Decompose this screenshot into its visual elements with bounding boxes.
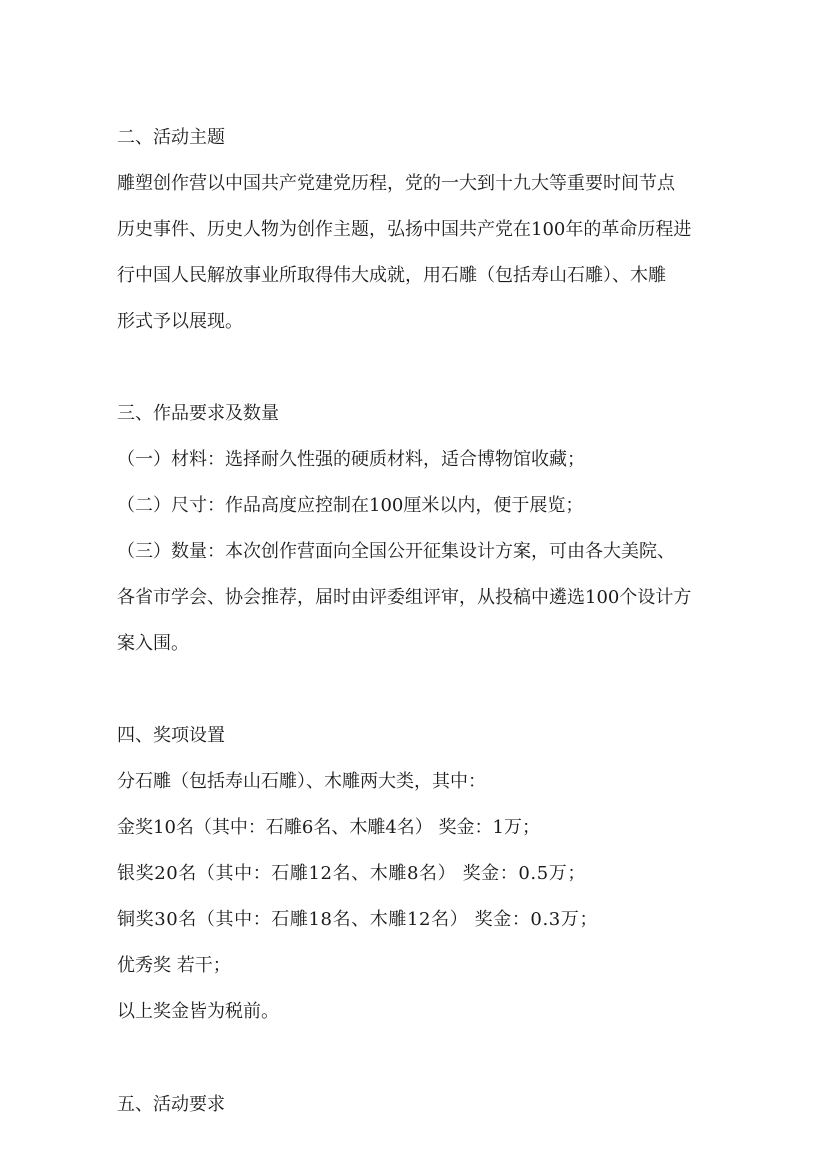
section-3-item-materials: （一）材料：选择耐久性强的硬质材料，适合博物馆收藏； xyxy=(117,449,585,470)
section-2-paragraph-line-2: 历史事件、历史人物为创作主题，弘扬中国共产党在100年的革命历程进 xyxy=(117,219,692,240)
section-3-item-size: （二）尺寸：作品高度应控制在100厘米以内，便于展览； xyxy=(117,495,584,516)
section-spacer xyxy=(117,678,757,724)
section-4-excellence-award: 优秀奖 若干； xyxy=(117,955,231,976)
section-5-heading: 五、活动要求 xyxy=(117,1094,225,1115)
section-4-gold-award: 金奖10名（其中：石雕6名、木雕4名） 奖金：1万； xyxy=(117,817,540,838)
section-3-item-quantity-line-1: （三）数量：本次创作营面向全国公开征集设计方案，可由各大美院、 xyxy=(117,541,675,562)
section-4-heading: 四、奖项设置 xyxy=(117,725,225,746)
section-4-tax-note: 以上奖金皆为税前。 xyxy=(117,1001,279,1022)
section-2-paragraph-line-4: 形式予以展现。 xyxy=(117,311,243,332)
section-4-bronze-award: 铜奖30名（其中：石雕18名、木雕12名） 奖金：0.3万； xyxy=(117,909,599,930)
document-page xyxy=(117,126,757,1139)
section-2-paragraph-line-1: 雕塑创作营以中国共产党建党历程，党的一大到十九大等重要时间节点 xyxy=(117,173,675,194)
section-spacer xyxy=(117,356,757,402)
section-3-item-quantity-line-2: 各省市学会、协会推荐，届时由评委组评审，从投稿中遴选100个设计方 xyxy=(117,587,692,608)
section-3-item-quantity-line-3: 案入围。 xyxy=(117,633,189,654)
section-4-categories: 分石雕（包括寿山石雕）、木雕两大类，其中： xyxy=(117,771,486,792)
section-4-silver-award: 银奖20名（其中：石雕12名、木雕8名） 奖金：0.5万； xyxy=(117,863,587,884)
section-spacer xyxy=(117,1046,757,1093)
section-2-heading: 二、活动主题 xyxy=(117,127,225,148)
section-3-heading: 三、作品要求及数量 xyxy=(117,403,279,424)
section-2-paragraph-line-3: 行中国人民解放事业所取得伟大成就，用石雕（包括寿山石雕）、木雕 xyxy=(117,265,666,286)
